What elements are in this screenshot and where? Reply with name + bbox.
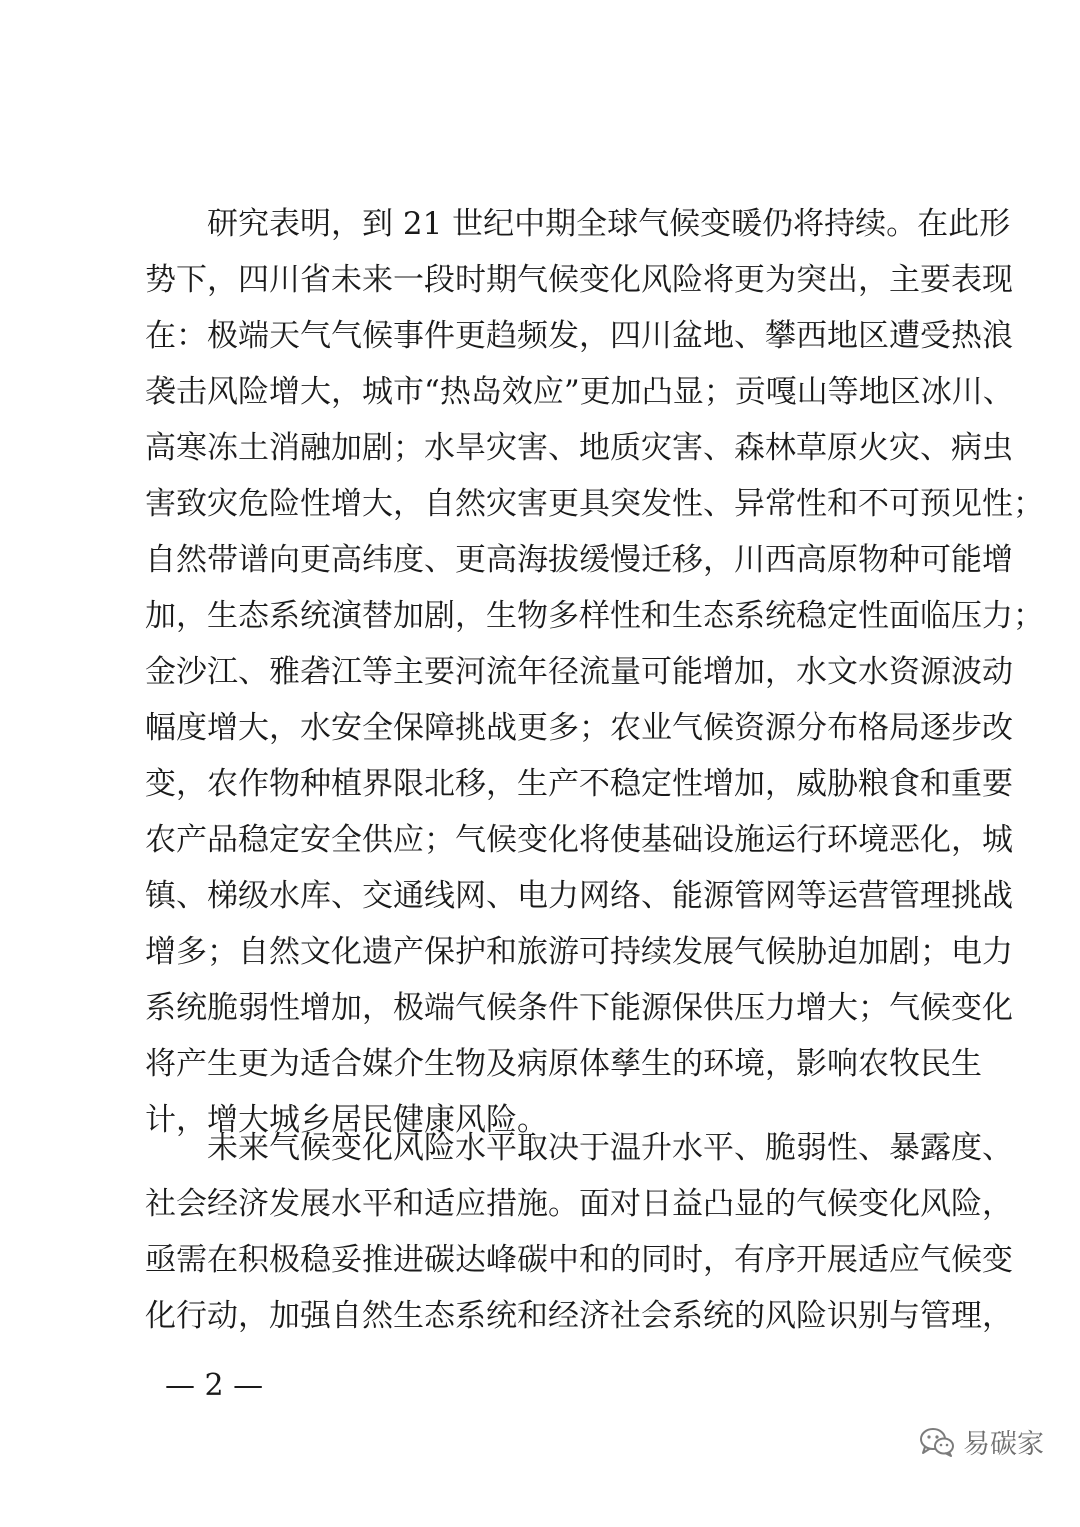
text-line: 计，增大城乡居民健康风险。 (145, 1102, 548, 1138)
text-line: 未来气候变化风险水平取决于温升水平、脆弱性、暴露度、 (207, 1130, 1013, 1166)
text-line: 袭击风险增大，城市“热岛效应”更加凸显；贡嘎山等地区冰川、 (145, 374, 1014, 410)
text-line: 高寒冻土消融加剧；水旱灾害、地质灾害、森林草原火灾、病虫 (145, 430, 1013, 466)
text-line: 自然带谱向更高纬度、更高海拔缓慢迁移，川西高原物种可能增 (145, 542, 1013, 578)
wechat-icon (919, 1427, 955, 1457)
text-line: 势下，四川省未来一段时期气候变化风险将更为突出，主要表现 (145, 262, 1013, 298)
text-line: 系统脆弱性增加，极端气候条件下能源保供压力增大；气候变化 (145, 990, 1013, 1026)
text-line: 金沙江、雅砻江等主要河流年径流量可能增加，水文水资源波动 (145, 654, 1013, 690)
text-line: 社会经济发展水平和适应措施。面对日益凸显的气候变化风险， (145, 1186, 1013, 1222)
text-line: 亟需在积极稳妥推进碳达峰碳中和的同时，有序开展适应气候变 (145, 1242, 1013, 1278)
text-line: 幅度增大，水安全保障挑战更多；农业气候资源分布格局逐步改 (145, 710, 1013, 746)
page-number: — 2 — (165, 1368, 264, 1403)
text-line: 害致灾危险性增大，自然灾害更具突发性、异常性和不可预见性； (145, 486, 1044, 522)
source-watermark (919, 1422, 1044, 1461)
text-line: 变，农作物种植界限北移，生产不稳定性增加，威胁粮食和重要 (145, 766, 1013, 802)
text-line: 将产生更为适合媒介生物及病原体孳生的环境，影响农牧民生 (145, 1046, 982, 1082)
text-line: 农产品稳定安全供应；气候变化将使基础设施运行环境恶化，城 (145, 822, 1013, 858)
text-line: 化行动，加强自然生态系统和经济社会系统的风险识别与管理， (145, 1298, 1013, 1334)
text-line: 研究表明，到 21 世纪中期全球气候变暖仍将持续。在此形 (207, 206, 1011, 242)
text-line: 加，生态系统演替加剧，生物多样性和生态系统稳定性面临压力； (145, 598, 1044, 634)
text-line: 在：极端天气气候事件更趋频发，四川盆地、攀西地区遭受热浪 (145, 318, 1013, 354)
text-line: 增多；自然文化遗产保护和旅游可持续发展气候胁迫加剧；电力 (145, 934, 1013, 970)
watermark-text: 易碳家 (963, 1429, 1044, 1460)
text-line: 镇、梯级水库、交通线网、电力网络、能源管网等运营管理挑战 (145, 878, 1013, 914)
